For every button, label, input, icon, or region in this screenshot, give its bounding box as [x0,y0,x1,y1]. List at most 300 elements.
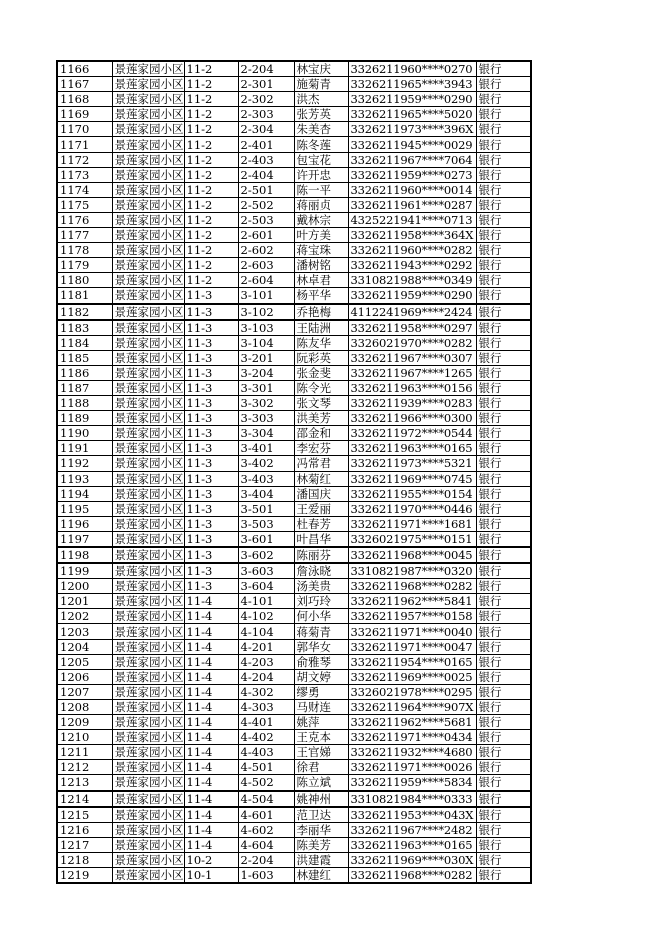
building-cell[interactable]: 11-4 [184,807,238,823]
estate-cell[interactable]: 景莲家园小区 [112,411,184,426]
id-number-cell[interactable]: 3326211959****5834 [348,775,476,791]
id-number-cell[interactable]: 3326211960****0282 [348,243,476,258]
estate-cell[interactable]: 景莲家园小区 [112,471,184,486]
id-number-cell[interactable]: 3326211953****043X [348,807,476,823]
payment-method-cell[interactable]: 银行 [476,228,531,243]
building-cell[interactable]: 11-2 [184,273,238,288]
room-cell[interactable]: 3-204 [238,365,294,380]
building-cell[interactable]: 11-3 [184,456,238,471]
id-number-cell[interactable]: 3326211943****0292 [348,258,476,273]
id-number-cell[interactable]: 3326211959****0290 [348,288,476,304]
id-number-cell[interactable]: 3326211971****1681 [348,516,476,531]
id-number-cell[interactable]: 3326211969****0745 [348,471,476,486]
estate-cell[interactable]: 景莲家园小区 [112,654,184,669]
resident-name-cell[interactable]: 马财连 [294,699,348,714]
id-number-cell[interactable]: 3326211965****3943 [348,77,476,92]
id-number-cell[interactable]: 3326211955****0154 [348,486,476,501]
building-cell[interactable]: 11-3 [184,486,238,501]
row-number-cell[interactable]: 1180 [57,273,112,288]
estate-cell[interactable]: 景莲家园小区 [112,624,184,639]
estate-cell[interactable]: 景莲家园小区 [112,288,184,304]
id-number-cell[interactable]: 3326211960****0270 [348,61,476,77]
id-number-cell[interactable]: 3326211963****0165 [348,441,476,456]
room-cell[interactable]: 4-102 [238,609,294,624]
building-cell[interactable]: 11-4 [184,837,238,852]
resident-name-cell[interactable]: 张芳英 [294,107,348,122]
room-cell[interactable]: 3-201 [238,350,294,365]
building-cell[interactable]: 10-1 [184,867,238,883]
estate-cell[interactable]: 景莲家园小区 [112,531,184,547]
resident-name-cell[interactable]: 洪建霞 [294,852,348,867]
id-number-cell[interactable]: 3326211970****0446 [348,501,476,516]
building-cell[interactable]: 11-3 [184,531,238,547]
room-cell[interactable]: 4-401 [238,715,294,730]
id-number-cell[interactable]: 3326211958****364X [348,228,476,243]
payment-method-cell[interactable]: 银行 [476,822,531,837]
resident-name-cell[interactable]: 徐君 [294,760,348,775]
estate-cell[interactable]: 景莲家园小区 [112,396,184,411]
estate-cell[interactable]: 景莲家园小区 [112,715,184,730]
building-cell[interactable]: 11-3 [184,516,238,531]
row-number-cell[interactable]: 1216 [57,822,112,837]
estate-cell[interactable]: 景莲家园小区 [112,775,184,791]
payment-method-cell[interactable]: 银行 [476,456,531,471]
building-cell[interactable]: 11-4 [184,669,238,684]
id-number-cell[interactable]: 3326211960****0014 [348,182,476,197]
room-cell[interactable]: 2-204 [238,61,294,77]
payment-method-cell[interactable]: 银行 [476,320,531,336]
estate-cell[interactable]: 景莲家园小区 [112,547,184,563]
resident-name-cell[interactable]: 李宏芬 [294,441,348,456]
id-number-cell[interactable]: 3326021975****0151 [348,531,476,547]
building-cell[interactable]: 11-3 [184,365,238,380]
room-cell[interactable]: 4-101 [238,594,294,609]
resident-name-cell[interactable]: 朱美杏 [294,122,348,137]
building-cell[interactable]: 11-2 [184,212,238,227]
building-cell[interactable]: 11-4 [184,730,238,745]
room-cell[interactable]: 3-402 [238,456,294,471]
building-cell[interactable]: 11-4 [184,791,238,807]
resident-name-cell[interactable]: 俞雅琴 [294,654,348,669]
id-number-cell[interactable]: 3326211939****0283 [348,396,476,411]
id-number-cell[interactable]: 3326211971****0040 [348,624,476,639]
estate-cell[interactable]: 景莲家园小区 [112,380,184,395]
building-cell[interactable]: 11-4 [184,654,238,669]
resident-name-cell[interactable]: 叶方美 [294,228,348,243]
row-number-cell[interactable]: 1186 [57,365,112,380]
estate-cell[interactable]: 景莲家园小区 [112,243,184,258]
row-number-cell[interactable]: 1166 [57,61,112,77]
building-cell[interactable]: 11-4 [184,624,238,639]
estate-cell[interactable]: 景莲家园小区 [112,350,184,365]
room-cell[interactable]: 4-203 [238,654,294,669]
estate-cell[interactable]: 景莲家园小区 [112,61,184,77]
estate-cell[interactable]: 景莲家园小区 [112,122,184,137]
building-cell[interactable]: 11-4 [184,715,238,730]
room-cell[interactable]: 4-204 [238,669,294,684]
row-number-cell[interactable]: 1191 [57,441,112,456]
resident-name-cell[interactable]: 李丽华 [294,822,348,837]
estate-cell[interactable]: 景莲家园小区 [112,699,184,714]
room-cell[interactable]: 2-502 [238,197,294,212]
resident-name-cell[interactable]: 邵金和 [294,426,348,441]
estate-cell[interactable]: 景莲家园小区 [112,516,184,531]
building-cell[interactable]: 11-3 [184,563,238,579]
id-number-cell[interactable]: 3326211967****1265 [348,365,476,380]
room-cell[interactable]: 2-601 [238,228,294,243]
row-number-cell[interactable]: 1203 [57,624,112,639]
row-number-cell[interactable]: 1211 [57,745,112,760]
building-cell[interactable]: 11-2 [184,197,238,212]
payment-method-cell[interactable]: 银行 [476,501,531,516]
estate-cell[interactable]: 景莲家园小区 [112,304,184,320]
resident-name-cell[interactable]: 潘国庆 [294,486,348,501]
room-cell[interactable]: 2-403 [238,152,294,167]
resident-name-cell[interactable]: 林菊红 [294,471,348,486]
payment-method-cell[interactable]: 银行 [476,624,531,639]
estate-cell[interactable]: 景莲家园小区 [112,77,184,92]
resident-name-cell[interactable]: 洪杰 [294,92,348,107]
payment-method-cell[interactable]: 银行 [476,471,531,486]
resident-name-cell[interactable]: 陈友华 [294,335,348,350]
room-cell[interactable]: 3-303 [238,411,294,426]
room-cell[interactable]: 2-401 [238,137,294,152]
room-cell[interactable]: 2-303 [238,107,294,122]
payment-method-cell[interactable]: 银行 [476,609,531,624]
resident-name-cell[interactable]: 洪美芳 [294,411,348,426]
building-cell[interactable]: 11-2 [184,107,238,122]
id-number-cell[interactable]: 3310821988****0349 [348,273,476,288]
estate-cell[interactable]: 景莲家园小区 [112,684,184,699]
payment-method-cell[interactable]: 银行 [476,350,531,365]
estate-cell[interactable]: 景莲家园小区 [112,182,184,197]
row-number-cell[interactable]: 1209 [57,715,112,730]
payment-method-cell[interactable]: 银行 [476,258,531,273]
building-cell[interactable]: 11-3 [184,335,238,350]
row-number-cell[interactable]: 1206 [57,669,112,684]
payment-method-cell[interactable]: 银行 [476,92,531,107]
resident-name-cell[interactable]: 蒋宝珠 [294,243,348,258]
payment-method-cell[interactable]: 银行 [476,654,531,669]
room-cell[interactable]: 4-501 [238,760,294,775]
building-cell[interactable]: 10-2 [184,852,238,867]
room-cell[interactable]: 4-303 [238,699,294,714]
id-number-cell[interactable]: 3326211962****5681 [348,715,476,730]
payment-method-cell[interactable]: 银行 [476,745,531,760]
estate-cell[interactable]: 景莲家园小区 [112,152,184,167]
room-cell[interactable]: 3-404 [238,486,294,501]
resident-name-cell[interactable]: 潘树铭 [294,258,348,273]
id-number-cell[interactable]: 3326211932****4680 [348,745,476,760]
building-cell[interactable]: 11-3 [184,320,238,336]
row-number-cell[interactable]: 1169 [57,107,112,122]
payment-method-cell[interactable]: 银行 [476,531,531,547]
id-number-cell[interactable]: 3326211961****0287 [348,197,476,212]
row-number-cell[interactable]: 1178 [57,243,112,258]
resident-name-cell[interactable]: 汤美贵 [294,579,348,594]
building-cell[interactable]: 11-2 [184,167,238,182]
estate-cell[interactable]: 景莲家园小区 [112,669,184,684]
room-cell[interactable]: 3-301 [238,380,294,395]
room-cell[interactable]: 2-302 [238,92,294,107]
estate-cell[interactable]: 景莲家园小区 [112,228,184,243]
building-cell[interactable]: 11-3 [184,579,238,594]
resident-name-cell[interactable]: 林宝庆 [294,61,348,77]
payment-method-cell[interactable]: 银行 [476,715,531,730]
row-number-cell[interactable]: 1177 [57,228,112,243]
estate-cell[interactable]: 景莲家园小区 [112,730,184,745]
room-cell[interactable]: 3-104 [238,335,294,350]
id-number-cell[interactable]: 3326211964****907X [348,699,476,714]
row-number-cell[interactable]: 1196 [57,516,112,531]
id-number-cell[interactable]: 3326211959****0273 [348,167,476,182]
estate-cell[interactable]: 景莲家园小区 [112,501,184,516]
payment-method-cell[interactable]: 银行 [476,639,531,654]
resident-name-cell[interactable]: 陈令光 [294,380,348,395]
row-number-cell[interactable]: 1198 [57,547,112,563]
row-number-cell[interactable]: 1173 [57,167,112,182]
row-number-cell[interactable]: 1208 [57,699,112,714]
building-cell[interactable]: 11-3 [184,547,238,563]
building-cell[interactable]: 11-2 [184,61,238,77]
id-number-cell[interactable]: 3326211972****0544 [348,426,476,441]
payment-method-cell[interactable]: 银行 [476,699,531,714]
room-cell[interactable]: 3-601 [238,531,294,547]
row-number-cell[interactable]: 1172 [57,152,112,167]
estate-cell[interactable]: 景莲家园小区 [112,441,184,456]
resident-name-cell[interactable]: 许开忠 [294,167,348,182]
resident-name-cell[interactable]: 王爱丽 [294,501,348,516]
row-number-cell[interactable]: 1182 [57,304,112,320]
payment-method-cell[interactable]: 银行 [476,167,531,182]
building-cell[interactable]: 11-4 [184,760,238,775]
row-number-cell[interactable]: 1204 [57,639,112,654]
row-number-cell[interactable]: 1179 [57,258,112,273]
room-cell[interactable]: 4-402 [238,730,294,745]
row-number-cell[interactable]: 1212 [57,760,112,775]
room-cell[interactable]: 1-603 [238,867,294,883]
resident-name-cell[interactable]: 蒋菊青 [294,624,348,639]
payment-method-cell[interactable]: 银行 [476,396,531,411]
id-number-cell[interactable]: 3310821984****0333 [348,791,476,807]
id-number-cell[interactable]: 3326211962****5841 [348,594,476,609]
estate-cell[interactable]: 景莲家园小区 [112,258,184,273]
id-number-cell[interactable]: 3326211973****5321 [348,456,476,471]
room-cell[interactable]: 3-603 [238,563,294,579]
row-number-cell[interactable]: 1171 [57,137,112,152]
resident-name-cell[interactable]: 戴林宗 [294,212,348,227]
id-number-cell[interactable]: 3326211967****7064 [348,152,476,167]
resident-name-cell[interactable]: 王官娣 [294,745,348,760]
row-number-cell[interactable]: 1168 [57,92,112,107]
id-number-cell[interactable]: 3326211968****0045 [348,547,476,563]
payment-method-cell[interactable]: 银行 [476,288,531,304]
building-cell[interactable]: 11-3 [184,441,238,456]
payment-method-cell[interactable]: 银行 [476,563,531,579]
estate-cell[interactable]: 景莲家园小区 [112,867,184,883]
room-cell[interactable]: 3-401 [238,441,294,456]
room-cell[interactable]: 4-302 [238,684,294,699]
row-number-cell[interactable]: 1176 [57,212,112,227]
id-number-cell[interactable]: 3326211968****0282 [348,867,476,883]
payment-method-cell[interactable]: 银行 [476,152,531,167]
estate-cell[interactable]: 景莲家园小区 [112,273,184,288]
resident-name-cell[interactable]: 胡文婷 [294,669,348,684]
building-cell[interactable]: 11-3 [184,350,238,365]
row-number-cell[interactable]: 1195 [57,501,112,516]
row-number-cell[interactable]: 1213 [57,775,112,791]
payment-method-cell[interactable]: 银行 [476,335,531,350]
row-number-cell[interactable]: 1192 [57,456,112,471]
room-cell[interactable]: 2-501 [238,182,294,197]
id-number-cell[interactable]: 3326211963****0156 [348,380,476,395]
resident-name-cell[interactable]: 姚神州 [294,791,348,807]
room-cell[interactable]: 2-602 [238,243,294,258]
resident-name-cell[interactable]: 范卫达 [294,807,348,823]
building-cell[interactable]: 11-2 [184,137,238,152]
estate-cell[interactable]: 景莲家园小区 [112,807,184,823]
building-cell[interactable]: 11-3 [184,288,238,304]
id-number-cell[interactable]: 3326211973****396X [348,122,476,137]
building-cell[interactable]: 11-3 [184,380,238,395]
resident-name-cell[interactable]: 郭华女 [294,639,348,654]
resident-name-cell[interactable]: 冯常君 [294,456,348,471]
estate-cell[interactable]: 景莲家园小区 [112,639,184,654]
room-cell[interactable]: 3-602 [238,547,294,563]
room-cell[interactable]: 3-503 [238,516,294,531]
building-cell[interactable]: 11-3 [184,471,238,486]
estate-cell[interactable]: 景莲家园小区 [112,456,184,471]
building-cell[interactable]: 11-4 [184,775,238,791]
resident-name-cell[interactable]: 施菊青 [294,77,348,92]
estate-cell[interactable]: 景莲家园小区 [112,760,184,775]
room-cell[interactable]: 4-403 [238,745,294,760]
resident-name-cell[interactable]: 乔艳梅 [294,304,348,320]
payment-method-cell[interactable]: 银行 [476,837,531,852]
room-cell[interactable]: 3-103 [238,320,294,336]
payment-method-cell[interactable]: 银行 [476,61,531,77]
payment-method-cell[interactable]: 银行 [476,182,531,197]
row-number-cell[interactable]: 1189 [57,411,112,426]
building-cell[interactable]: 11-4 [184,745,238,760]
resident-name-cell[interactable]: 陈美芳 [294,837,348,852]
room-cell[interactable]: 3-102 [238,304,294,320]
row-number-cell[interactable]: 1167 [57,77,112,92]
building-cell[interactable]: 11-4 [184,822,238,837]
row-number-cell[interactable]: 1207 [57,684,112,699]
payment-method-cell[interactable]: 银行 [476,411,531,426]
resident-name-cell[interactable]: 陈丽芬 [294,547,348,563]
estate-cell[interactable]: 景莲家园小区 [112,594,184,609]
payment-method-cell[interactable]: 银行 [476,791,531,807]
id-number-cell[interactable]: 3326211945****0029 [348,137,476,152]
building-cell[interactable]: 11-4 [184,594,238,609]
building-cell[interactable]: 11-2 [184,258,238,273]
estate-cell[interactable]: 景莲家园小区 [112,563,184,579]
resident-name-cell[interactable]: 张金斐 [294,365,348,380]
payment-method-cell[interactable]: 银行 [476,730,531,745]
room-cell[interactable]: 3-501 [238,501,294,516]
estate-cell[interactable]: 景莲家园小区 [112,167,184,182]
resident-name-cell[interactable]: 陈一平 [294,182,348,197]
resident-name-cell[interactable]: 张文琴 [294,396,348,411]
estate-cell[interactable]: 景莲家园小区 [112,745,184,760]
room-cell[interactable]: 3-403 [238,471,294,486]
resident-name-cell[interactable]: 林建红 [294,867,348,883]
estate-cell[interactable]: 景莲家园小区 [112,609,184,624]
building-cell[interactable]: 11-2 [184,77,238,92]
room-cell[interactable]: 2-301 [238,77,294,92]
row-number-cell[interactable]: 1185 [57,350,112,365]
room-cell[interactable]: 3-101 [238,288,294,304]
room-cell[interactable]: 2-503 [238,212,294,227]
estate-cell[interactable]: 景莲家园小区 [112,486,184,501]
resident-name-cell[interactable]: 包宝花 [294,152,348,167]
resident-name-cell[interactable]: 杨平华 [294,288,348,304]
row-number-cell[interactable]: 1197 [57,531,112,547]
row-number-cell[interactable]: 1215 [57,807,112,823]
room-cell[interactable]: 2-603 [238,258,294,273]
estate-cell[interactable]: 景莲家园小区 [112,426,184,441]
id-number-cell[interactable]: 3326211958****0297 [348,320,476,336]
room-cell[interactable]: 4-504 [238,791,294,807]
estate-cell[interactable]: 景莲家园小区 [112,579,184,594]
id-number-cell[interactable]: 3326211971****0026 [348,760,476,775]
id-number-cell[interactable]: 3326021978****0295 [348,684,476,699]
id-number-cell[interactable]: 3326211967****0307 [348,350,476,365]
resident-name-cell[interactable]: 姚萍 [294,715,348,730]
id-number-cell[interactable]: 3310821987****0320 [348,563,476,579]
room-cell[interactable]: 4-602 [238,822,294,837]
building-cell[interactable]: 11-3 [184,426,238,441]
room-cell[interactable]: 3-304 [238,426,294,441]
payment-method-cell[interactable]: 银行 [476,273,531,288]
id-number-cell[interactable]: 3326211971****0434 [348,730,476,745]
row-number-cell[interactable]: 1210 [57,730,112,745]
row-number-cell[interactable]: 1205 [57,654,112,669]
building-cell[interactable]: 11-4 [184,699,238,714]
payment-method-cell[interactable]: 银行 [476,775,531,791]
payment-method-cell[interactable]: 银行 [476,212,531,227]
id-number-cell[interactable]: 3326211969****030X [348,852,476,867]
resident-name-cell[interactable]: 叶昌华 [294,531,348,547]
building-cell[interactable]: 11-2 [184,182,238,197]
row-number-cell[interactable]: 1190 [57,426,112,441]
id-number-cell[interactable]: 3326021970****0282 [348,335,476,350]
row-number-cell[interactable]: 1188 [57,396,112,411]
id-number-cell[interactable]: 4112241969****2424 [348,304,476,320]
id-number-cell[interactable]: 3326211967****2482 [348,822,476,837]
row-number-cell[interactable]: 1181 [57,288,112,304]
room-cell[interactable]: 4-502 [238,775,294,791]
resident-name-cell[interactable]: 王陆洲 [294,320,348,336]
estate-cell[interactable]: 景莲家园小区 [112,365,184,380]
building-cell[interactable]: 11-3 [184,501,238,516]
resident-name-cell[interactable]: 缪勇 [294,684,348,699]
row-number-cell[interactable]: 1184 [57,335,112,350]
id-number-cell[interactable]: 3326211968****0282 [348,579,476,594]
payment-method-cell[interactable]: 银行 [476,426,531,441]
estate-cell[interactable]: 景莲家园小区 [112,335,184,350]
building-cell[interactable]: 11-2 [184,243,238,258]
room-cell[interactable]: 2-404 [238,167,294,182]
payment-method-cell[interactable]: 银行 [476,243,531,258]
row-number-cell[interactable]: 1217 [57,837,112,852]
payment-method-cell[interactable]: 银行 [476,579,531,594]
resident-name-cell[interactable]: 詹泳晓 [294,563,348,579]
resident-name-cell[interactable]: 阮彩英 [294,350,348,365]
building-cell[interactable]: 11-3 [184,411,238,426]
